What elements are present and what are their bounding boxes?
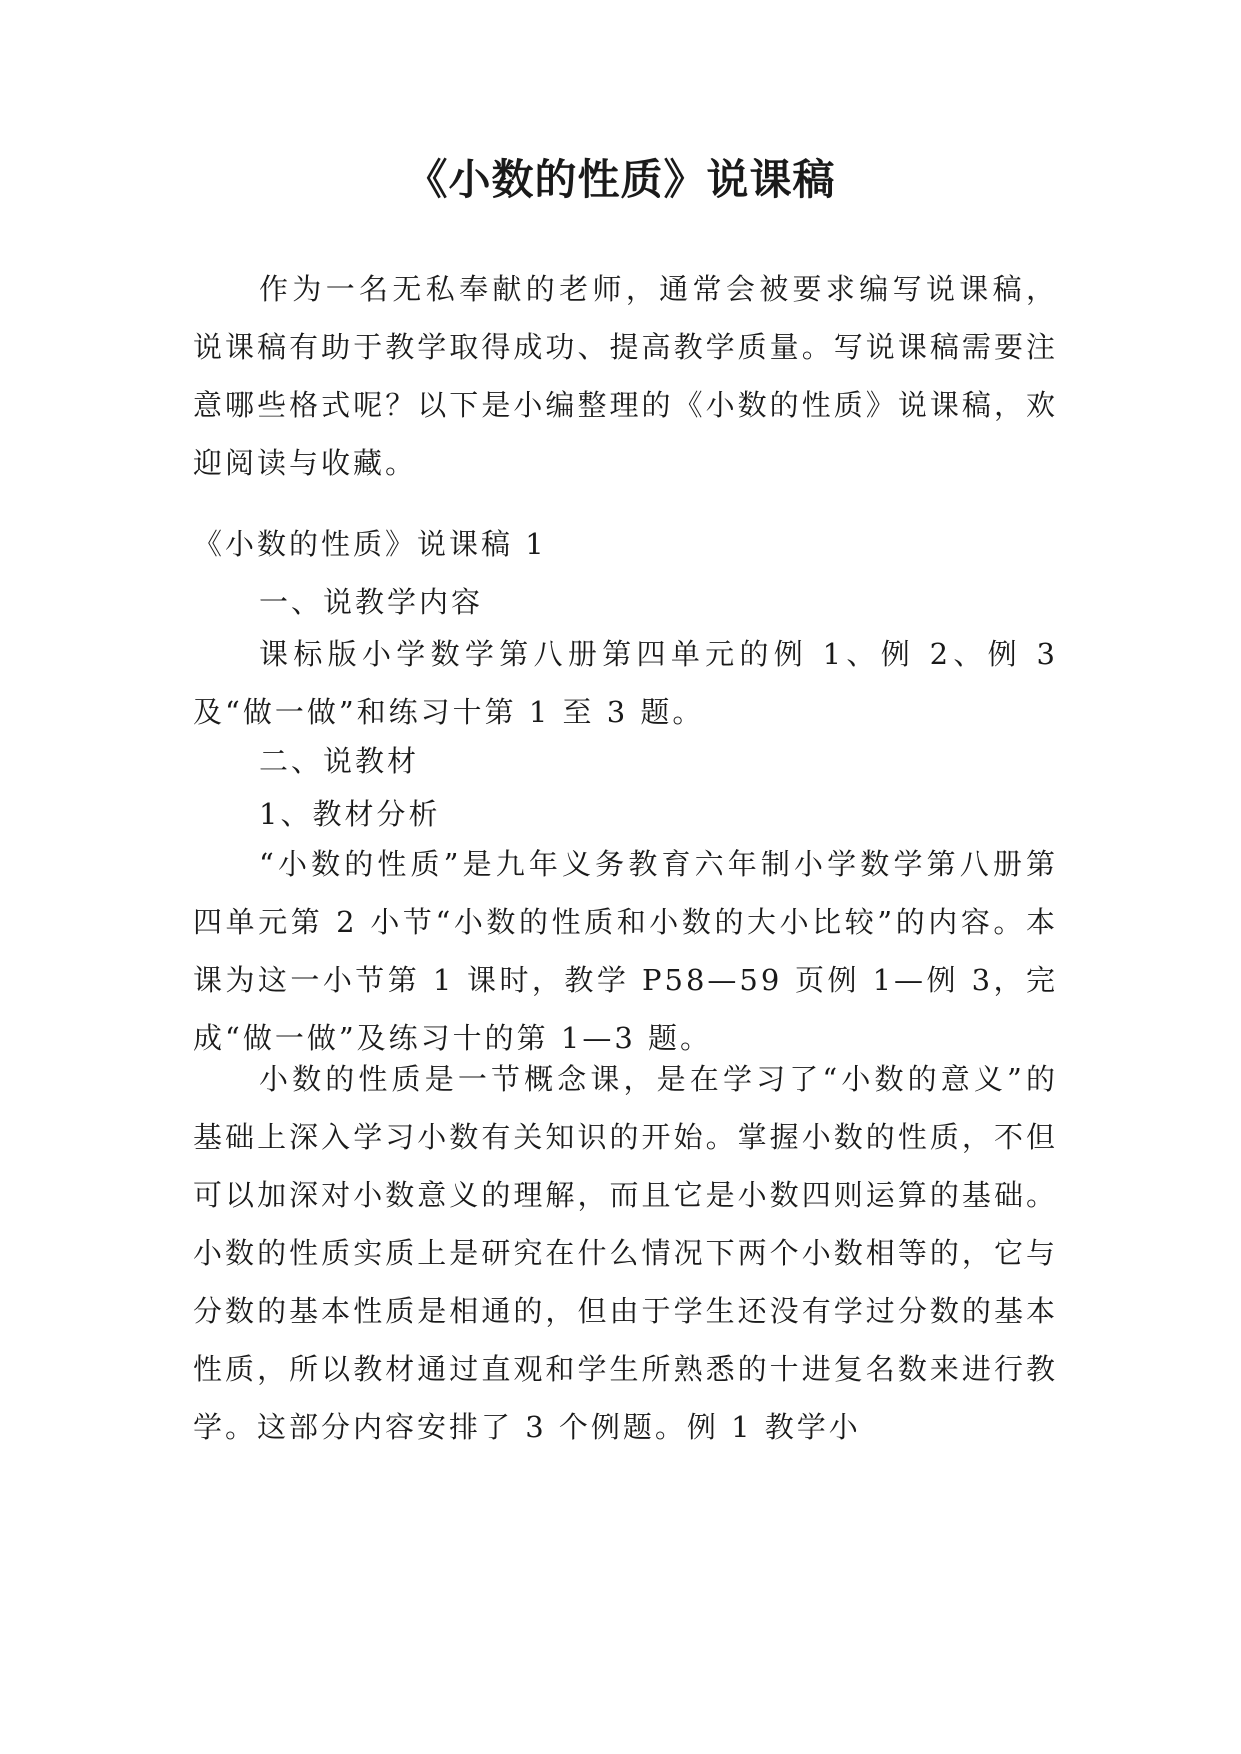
paragraph-teaching-content: 课标版小学数学第八册第四单元的例 1、例 2、例 3 及“做一做”和练习十第 1 至 3 题。 — [193, 637, 1058, 729]
paragraph-textbook-analysis: “小数的性质”是九年义务教育六年制小学数学第八册第四单元第 2 小节“小数的性质和小数的大小比较”的内容。本课为这一小节第 1 课时，教学 P58—59 页例 1—例 3，完成“做一做”及练习十的第 1—3 题。 — [193, 847, 1058, 1055]
heading-textbook: 二、说教材 — [259, 744, 420, 778]
document-title: 《小数的性质》说课稿 — [405, 155, 836, 204]
intro-paragraph: 作为一名无私奉献的老师，通常会被要求编写说课稿，说课稿有助于教学取得成功、提高教学质量。写说课稿需要注意哪些格式呢？以下是小编整理的《小数的性质》说课稿，欢迎阅读与收藏。 — [193, 272, 1058, 480]
section-title: 《小数的性质》说课稿 1 — [193, 527, 547, 561]
paragraph-concept: 小数的性质是一节概念课，是在学习了“小数的意义”的基础上深入学习小数有关知识的开始。掌握小数的性质，不但可以加深对小数意义的理解，而且它是小数四则运算的基础。小数的性质实质上是研究在什么情况下两个小数相等的，它与分数的基本性质是相通的，但由于学生还没有学过分数的基本性质，所以教材通过直观和学生所熟悉的十进复名数来进行教学。这部分内容安排了 3 个例题。例 1 教学小 — [193, 1062, 1058, 1444]
heading-teaching-content: 一、说教学内容 — [259, 585, 484, 619]
heading-textbook-analysis: 1、教材分析 — [259, 797, 441, 831]
